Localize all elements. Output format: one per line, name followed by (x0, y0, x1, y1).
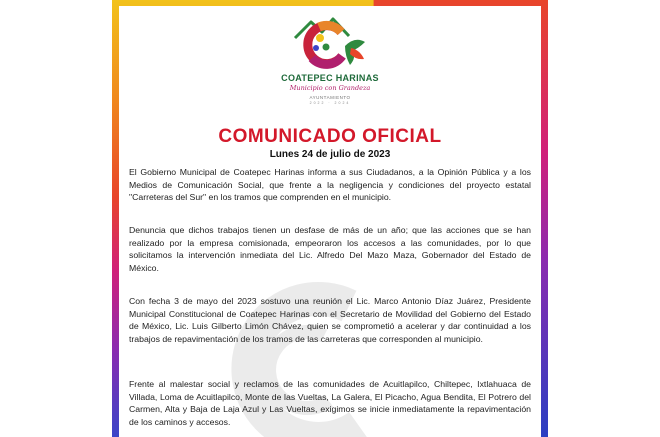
municipality-name: COATEPEC HARINAS (281, 73, 379, 83)
document-title: COMUNICADO OFICIAL (218, 126, 442, 147)
paragraph-1: El Gobierno Municipal de Coatepec Harinas informa a sus Ciudadanos, a la Opinión Pública y a los Medios de Comunicación Social, que frente a la negligencia y condiciones del proyecto estatal "Carreteras del Sur" en los tramos que comprenden en el municipio. (129, 167, 531, 203)
municipality-tagline: Municipio con Grandeza (289, 84, 371, 92)
paragraph-4: Frente al malestar social y reclamos de las comunidades de Acuitlapilco, Chiltepec, Ixtlahuaca de Villada, Loma de Acuitlapilco, Monte de las Vueltas, La Galera, El Picacho, Agua Bendita, El Potrero del Carmen, Alta y Baja de Laja Azul y Las Vueltas, exigimos se inicie inmediatamente la repavimentación de los caminos y accesos. (129, 379, 531, 427)
ayuntamiento-label: AYUNTAMIENTO (309, 95, 351, 100)
coatepec-harinas-logo-icon (289, 10, 371, 70)
paragraph-3: Con fecha 3 de mayo del 2023 sostuvo una reunión el Lic. Marco Antonio Díaz Juárez, Presidente Municipal Constitucional de Coatepec Harinas con el Secretario de Movilidad del Gobierno del Estado de México, Lic. Luis Gilberto Limón Chávez, quien se comprometió a acelerar y dar continuidad a los trabajos de repavimentación de los tramos de las carreteras que corresponden al municipio. (129, 296, 531, 344)
administration-years: 2022 · 2024 (309, 101, 351, 105)
document-date: Lunes 24 de julio de 2023 (269, 149, 391, 160)
communique-page (119, 6, 541, 437)
paragraph-2: Denuncia que dichos trabajos tienen un desfase de más de un año; que las acciones que se han realizado por la empresa comisionada, empeoraron los accesos a las comunidades, por lo que solicitamos la intervención inmediata del Lic. Alfredo Del Mazo Maza, Gobernador del Estado de México. (129, 225, 531, 273)
